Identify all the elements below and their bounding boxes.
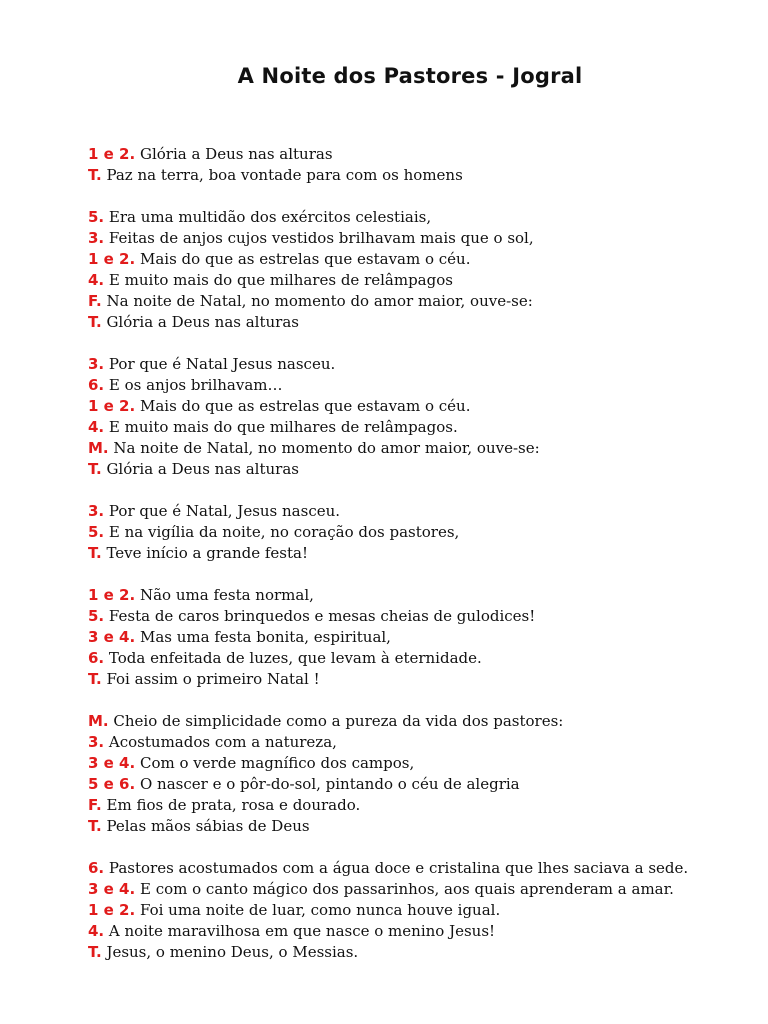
dialogue-line xyxy=(88,249,728,270)
speaker-label: 1 e 2. xyxy=(88,145,136,163)
speaker-label: 5. xyxy=(88,523,105,541)
speaker-label: 1 e 2. xyxy=(88,586,136,604)
dialogue-line xyxy=(88,375,728,396)
line-text: O nascer e o pôr-do-sol, pintando o céu de alegria xyxy=(139,775,520,793)
line-text: Era uma multidão dos exércitos celestiais, xyxy=(108,208,432,226)
line-text: Com o verde magnífico dos campos, xyxy=(139,754,415,772)
dialogue-line xyxy=(88,459,728,480)
line-text: A noite maravilhosa em que nasce o menino Jesus! xyxy=(108,922,496,940)
line-text: Glória a Deus nas alturas xyxy=(106,460,299,478)
line-text: Teve início a grande festa! xyxy=(106,544,308,562)
dialogue-line xyxy=(88,585,728,606)
speaker-label: 6. xyxy=(88,376,105,394)
speaker-label: 1 e 2. xyxy=(88,901,136,919)
line-text: E com o canto mágico dos passarinhos, aos quais aprenderam a amar. xyxy=(139,880,674,898)
speaker-label: T. xyxy=(88,670,102,688)
line-text: Toda enfeitada de luzes, que levam à eternidade. xyxy=(108,649,482,667)
dialogue-line xyxy=(88,669,728,690)
line-text: Foi assim o primeiro Natal ! xyxy=(106,670,320,688)
speaker-label: M. xyxy=(88,712,109,730)
speaker-label: 1 e 2. xyxy=(88,397,136,415)
dialogue-line xyxy=(88,795,728,816)
line-text: Foi uma noite de luar, como nunca houve igual. xyxy=(139,901,501,919)
dialogue-line xyxy=(88,144,728,165)
speaker-label: 3 e 4. xyxy=(88,754,136,772)
dialogue-line xyxy=(88,858,728,879)
document-body xyxy=(88,144,728,984)
line-text: Por que é Natal Jesus nasceu. xyxy=(108,355,336,373)
line-text: Cheio de simplicidade como a pureza da vida dos pastores: xyxy=(113,712,564,730)
dialogue-line xyxy=(88,396,728,417)
speaker-label: 5 e 6. xyxy=(88,775,136,793)
speaker-label: F. xyxy=(88,292,102,310)
speaker-label: 3 e 4. xyxy=(88,880,136,898)
speaker-label: 4. xyxy=(88,271,105,289)
dialogue-line xyxy=(88,354,728,375)
line-text: Na noite de Natal, no momento do amor maior, ouve-se: xyxy=(113,439,540,457)
speaker-label: 3. xyxy=(88,355,105,373)
speaker-label: 3 e 4. xyxy=(88,628,136,646)
speaker-label: F. xyxy=(88,796,102,814)
stanza xyxy=(88,144,728,186)
speaker-label: T. xyxy=(88,943,102,961)
dialogue-line xyxy=(88,921,728,942)
line-text: E muito mais do que milhares de relâmpagos xyxy=(108,271,453,289)
speaker-label: 3. xyxy=(88,733,105,751)
speaker-label: M. xyxy=(88,439,109,457)
line-text: Acostumados com a natureza, xyxy=(108,733,337,751)
dialogue-line xyxy=(88,816,728,837)
line-text: Jesus, o menino Deus, o Messias. xyxy=(106,943,359,961)
line-text: Pelas mãos sábias de Deus xyxy=(106,817,310,835)
line-text: Em fios de prata, rosa e dourado. xyxy=(106,796,361,814)
line-text: E na vigília da noite, no coração dos pastores, xyxy=(108,523,460,541)
line-text: Feitas de anjos cujos vestidos brilhavam mais que o sol, xyxy=(108,229,534,247)
speaker-label: 5. xyxy=(88,607,105,625)
stanza xyxy=(88,585,728,690)
line-text: Mas uma festa bonita, espiritual, xyxy=(139,628,391,646)
speaker-label: 4. xyxy=(88,418,105,436)
speaker-label: 3. xyxy=(88,229,105,247)
line-text: Por que é Natal, Jesus nasceu. xyxy=(108,502,341,520)
dialogue-line xyxy=(88,312,728,333)
dialogue-line xyxy=(88,291,728,312)
dialogue-line xyxy=(88,270,728,291)
dialogue-line xyxy=(88,543,728,564)
document-title: A Noite dos Pastores - Jogral xyxy=(237,64,583,88)
line-text: Paz na terra, boa vontade para com os homens xyxy=(106,166,463,184)
dialogue-line xyxy=(88,774,728,795)
stanza xyxy=(88,354,728,480)
line-text: E os anjos brilhavam… xyxy=(108,376,283,394)
dialogue-line xyxy=(88,879,728,900)
stanza xyxy=(88,858,728,963)
dialogue-line xyxy=(88,228,728,249)
dialogue-line xyxy=(88,165,728,186)
line-text: Festa de caros brinquedos e mesas cheias de gulodices! xyxy=(108,607,536,625)
stanza xyxy=(88,711,728,837)
speaker-label: T. xyxy=(88,313,102,331)
speaker-label: 3. xyxy=(88,502,105,520)
dialogue-line xyxy=(88,438,728,459)
speaker-label: T. xyxy=(88,460,102,478)
dialogue-line xyxy=(88,501,728,522)
speaker-label: T. xyxy=(88,544,102,562)
speaker-label: 6. xyxy=(88,649,105,667)
line-text: Mais do que as estrelas que estavam o céu. xyxy=(139,397,471,415)
speaker-label: T. xyxy=(88,817,102,835)
line-text: Glória a Deus nas alturas xyxy=(139,145,333,163)
dialogue-line xyxy=(88,711,728,732)
stanza xyxy=(88,207,728,333)
line-text: Glória a Deus nas alturas xyxy=(106,313,299,331)
dialogue-line xyxy=(88,900,728,921)
speaker-label: 5. xyxy=(88,208,105,226)
dialogue-line xyxy=(88,627,728,648)
dialogue-line xyxy=(88,522,728,543)
line-text: Na noite de Natal, no momento do amor maior, ouve-se: xyxy=(106,292,533,310)
dialogue-line xyxy=(88,753,728,774)
speaker-label: 6. xyxy=(88,859,105,877)
speaker-label: 4. xyxy=(88,922,105,940)
speaker-label: 1 e 2. xyxy=(88,250,136,268)
line-text: Não uma festa normal, xyxy=(139,586,314,604)
dialogue-line xyxy=(88,732,728,753)
dialogue-line xyxy=(88,942,728,963)
speaker-label: T. xyxy=(88,166,102,184)
dialogue-line xyxy=(88,648,728,669)
line-text: Mais do que as estrelas que estavam o céu. xyxy=(139,250,471,268)
line-text: E muito mais do que milhares de relâmpagos. xyxy=(108,418,458,436)
line-text: Pastores acostumados com a água doce e cristalina que lhes saciava a sede. xyxy=(108,859,689,877)
dialogue-line xyxy=(88,417,728,438)
dialogue-line xyxy=(88,207,728,228)
dialogue-line xyxy=(88,606,728,627)
stanza xyxy=(88,501,728,564)
